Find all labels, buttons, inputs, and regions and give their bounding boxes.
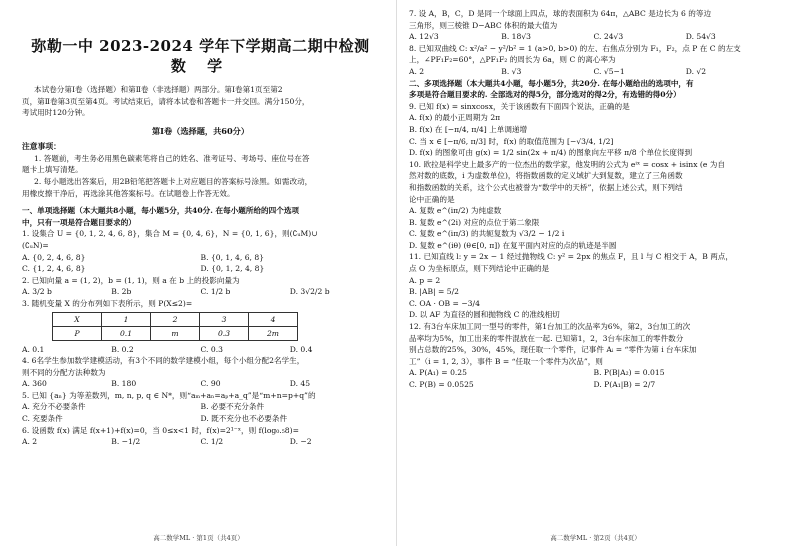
- option-c: C. {1, 2, 4, 6, 8}: [22, 264, 86, 274]
- option-b: B. 18√3: [501, 32, 531, 42]
- option-c: C. 90: [200, 379, 221, 389]
- option-c: C. OA · OB = −3/4: [409, 298, 480, 308]
- option-b: B. 必要不充分条件: [200, 402, 265, 412]
- option-a: A. {0, 2, 4, 6, 8}: [22, 252, 86, 262]
- section-two-heading: 二、多项选择题（本大题共4小题，每小题5分，共20分. 在每小题给出的选项中，有: [409, 78, 694, 88]
- option-c: C. 0.3: [200, 344, 223, 354]
- option-c: C. P(B) = 0.0525: [409, 380, 474, 389]
- option-d: D. f(x) 的图象可由 g(x) = 1/2 sin(2x + π/4) 的图象向左平移 π/8 个单位长度得到: [409, 148, 693, 158]
- q2-options: [22, 286, 379, 298]
- q5-options: [22, 401, 379, 413]
- option-b: B. P(B|A₂) = 0.015: [593, 368, 665, 378]
- question-12: 品率均为5%，加工出来的零件混放在一起. 已知第1，2，3台车床加工的零件数分: [409, 333, 684, 343]
- option-b: B. {0, 1, 4, 6, 8}: [200, 252, 265, 262]
- option-b: B. √3: [501, 66, 522, 76]
- q4-options: [22, 378, 379, 390]
- option-a: A. 充分不必要条件: [22, 402, 86, 412]
- option-b: B. 0.2: [111, 344, 134, 354]
- table-cell: 2m: [249, 326, 298, 340]
- table-row: [53, 312, 298, 326]
- option-d: D. 以 AF 为直径的圆和抛物线 C 的准线相切: [409, 310, 560, 320]
- section-one-heading: 中，只有一项是符合题目要求的）: [22, 217, 136, 227]
- question-10: 10. 欧拉是科学史上最多产的一位杰出的数学家，他发明的公式为 eⁱˣ = cosx + isinx (e 为自: [409, 159, 725, 169]
- option-b: B. 2b: [111, 287, 132, 297]
- question-8: 上，∠PF₁F₂=60°，△PF₁F₂ 的周长为 6a，则 C 的离心率为: [409, 55, 616, 65]
- question-1: 1. 设集合 U = {0, 1, 2, 4, 6, 8}，集合 M = {0, 4, 6}，N = {0, 1, 6}，则(∁ᵤM)∪: [22, 229, 318, 239]
- question-4: 则不同的分配方法种数为: [22, 367, 106, 377]
- intro-line: 页，第Ⅱ卷第3页至第4页。考试结束后，请将本试卷和答题卡一并交回。满分150分，: [22, 96, 310, 106]
- exam-subject: 数 学: [170, 57, 231, 75]
- option-c: C. 充要条件: [22, 414, 63, 424]
- q5-options: [22, 413, 379, 425]
- table-cell: 0.1: [102, 326, 151, 340]
- right-page: [397, 0, 794, 546]
- q6-options: [22, 436, 379, 448]
- table-cell: 4: [249, 312, 298, 326]
- option-a: A. p = 2: [409, 275, 441, 285]
- notice-line: 1. 答题前，考生务必用黑色碳素笔将自己的姓名、准考证号、考场号、座位号在答: [34, 153, 310, 163]
- question-7: 7. 设 A，B，C，D 是同一个球面上四点，球的表面积为 64π，△ABC 是边长为 6 的等边: [409, 9, 712, 18]
- table-cell: P: [53, 326, 102, 340]
- question-9: 9. 已知 f(x) = sinxcosx，关于该函数有下面四个说法，正确的是: [409, 101, 630, 111]
- notice-line: 题卡上填写清楚。: [22, 165, 83, 175]
- question-6: 6. 设函数 f(x) 满足 f(x+1)+f(x)=0，当 0≤x<1 时，f(x)=2¹⁻ˣ，则 f(log₀.₅8)=: [22, 425, 299, 435]
- table-cell: 1: [102, 312, 151, 326]
- question-5: 5. 已知 {aₙ} 为等差数列，m, n, p, q ∈ N*，则“aₘ+aₙ=aₚ+a_q”是“m+n=p+q”的: [22, 390, 316, 400]
- question-11: 点 O 为坐标原点，则下列结论中正确的是: [409, 264, 550, 274]
- question-2: 2. 已知向量 a = (1, 2)，b = (1, 1)，则 a 在 b 上的投影向量为: [22, 275, 240, 285]
- question-4: 4. 6名学生参加数学建模活动，有3个不同的数学建模小组，每个小组分配2名学生，: [22, 356, 305, 366]
- option-c: C. 1/2 b: [200, 287, 231, 297]
- q1-options: [22, 263, 379, 275]
- option-d: D. −2: [289, 437, 312, 447]
- page-footer: 高二数学ML · 第2页（共4页）: [550, 534, 641, 542]
- question-7: 三角形，则三棱锥 D−ABC 体积的最大值为: [409, 20, 558, 30]
- option-d: D. 54√3: [685, 32, 716, 42]
- option-d: D. 3√2/2 b: [289, 287, 330, 297]
- option-d: D. √2: [685, 66, 707, 76]
- question-10: 论中正确的是: [409, 194, 455, 204]
- intro-line: 考试用时120分钟。: [22, 108, 90, 118]
- option-d: D. {0, 1, 2, 4, 8}: [200, 264, 265, 274]
- option-c: C. 复数 e^(iπ/3) 的共轭复数为 √3/2 − 1/2 i: [409, 229, 565, 239]
- option-b: B. −1/2: [111, 437, 141, 447]
- page-footer: 高二数学ML · 第1页（共4页）: [153, 534, 244, 542]
- q3-options: [22, 344, 379, 356]
- option-b: B. |AB| = 5/2: [409, 287, 460, 297]
- option-a: A. 2: [22, 437, 38, 447]
- part-one-heading: 第Ⅰ卷（选择题，共60分）: [151, 125, 250, 136]
- option-a: A. 0.1: [22, 344, 45, 354]
- intro-line: 本试卷分第Ⅰ卷（选择题）和第Ⅱ卷（非选择题）两部分。第Ⅰ卷第1页至第2: [34, 85, 283, 94]
- option-a: A. 2: [409, 66, 425, 76]
- option-d: D. 既不充分也不必要条件: [200, 414, 288, 424]
- option-a: A. f(x) 的最小正周期为 2π: [409, 113, 501, 123]
- option-d: D. P(A₁|B) = 2/7: [593, 380, 656, 389]
- option-d: D. 45: [289, 379, 311, 389]
- section-one-heading: 一、单项选择题（本大题共8小题，每小题5分，共40分. 在每小题所给的四个选项: [22, 206, 300, 216]
- table-row: [53, 326, 298, 340]
- option-c: C. 24√3: [593, 32, 624, 42]
- option-b: B. 180: [111, 379, 137, 389]
- distribution-table: [52, 312, 298, 341]
- option-a: A. P(A₁) = 0.25: [409, 368, 467, 378]
- notice-line: 2. 每小题选出答案后，用2B铅笔把答题卡上对应题目的答案标号涂黑。如需改动，: [34, 176, 313, 186]
- table-cell: 2: [151, 312, 200, 326]
- question-8: 8. 已知双曲线 C: x²/a² − y²/b² = 1 (a>0, b>0) 的左、右焦点分别为 F₁，F₂，点 P 在 C 的左支: [409, 43, 741, 53]
- question-11: 11. 已知直线 l: y = 2x − 1 经过抛物线 C: y² = 2px 的焦点 F，且 l 与 C 相交于 A，B 两点，: [409, 252, 733, 262]
- q7-options: [409, 31, 778, 43]
- section-two-heading: 多项是符合题目要求的. 全部选对的得5分，部分选对的得2分，有选错的得0分）: [409, 90, 681, 100]
- option-c: C. 1/2: [200, 437, 224, 447]
- table-cell: m: [151, 326, 200, 340]
- question-12: 别占总数的25%，30%，45%，现任取一个零件，记事件 Aᵢ = “零件为第 i 台车床加: [409, 345, 697, 355]
- q12-options: [409, 367, 778, 379]
- table-cell: 3: [200, 312, 249, 326]
- question-10: 然对数的底数，i 为虚数单位)，将指数函数的定义域扩大到复数，建立了三角函数: [409, 171, 683, 181]
- option-a: A. 12√3: [409, 32, 439, 42]
- option-c: C. 当 x ∈ [−π/6, π/3] 时，f(x) 的取值范围为 [−√3/4, 1/2]: [409, 136, 614, 146]
- option-b: B. f(x) 在 [−π/4, π/4] 上单调递增: [409, 124, 528, 134]
- q8-options: [409, 66, 778, 78]
- option-b: B. 复数 e^(2i) 对应的点位于第二象限: [409, 217, 540, 227]
- option-a: A. 3/2 b: [22, 287, 52, 297]
- option-d: D. 复数 e^(iθ) (θ∈[0, π]) 在复平面内对应的点的轨迹是半圆: [409, 240, 617, 250]
- question-3: 3. 随机变量 X 的分布列如下表所示，则 P(X≤2)=: [22, 298, 193, 308]
- option-a: A. 360: [22, 379, 47, 389]
- question-1: (∁ᵤN)=: [22, 240, 49, 250]
- table-cell: 0.3: [200, 326, 249, 340]
- q12-options: [409, 379, 778, 391]
- question-12: 工”（i = 1, 2, 3），事件 B = “任取一个零件为次品”，则: [409, 356, 603, 366]
- option-d: D. 0.4: [289, 344, 313, 354]
- q1-options: [22, 252, 379, 264]
- question-12: 12. 有3台车床加工同一型号的零件，第1台加工的次品率为6%，第2，3台加工的次: [409, 322, 691, 332]
- option-c: C. √5−1: [593, 66, 625, 76]
- notice-heading: 注意事项：: [22, 141, 61, 151]
- option-a: A. 复数 e^(iπ/2) 为纯虚数: [409, 206, 502, 216]
- question-10: 和指数函数的关系，这个公式也被誉为“数学中的天桥”，依据上述公式，则下列结: [409, 182, 683, 192]
- table-cell: X: [53, 312, 102, 326]
- notice-line: 用橡皮擦干净后，再选涂其他答案标号。在试题卷上作答无效。: [22, 188, 235, 198]
- exam-title: 弥勒一中 2023-2024 学年下学期高二期中检测: [31, 37, 370, 55]
